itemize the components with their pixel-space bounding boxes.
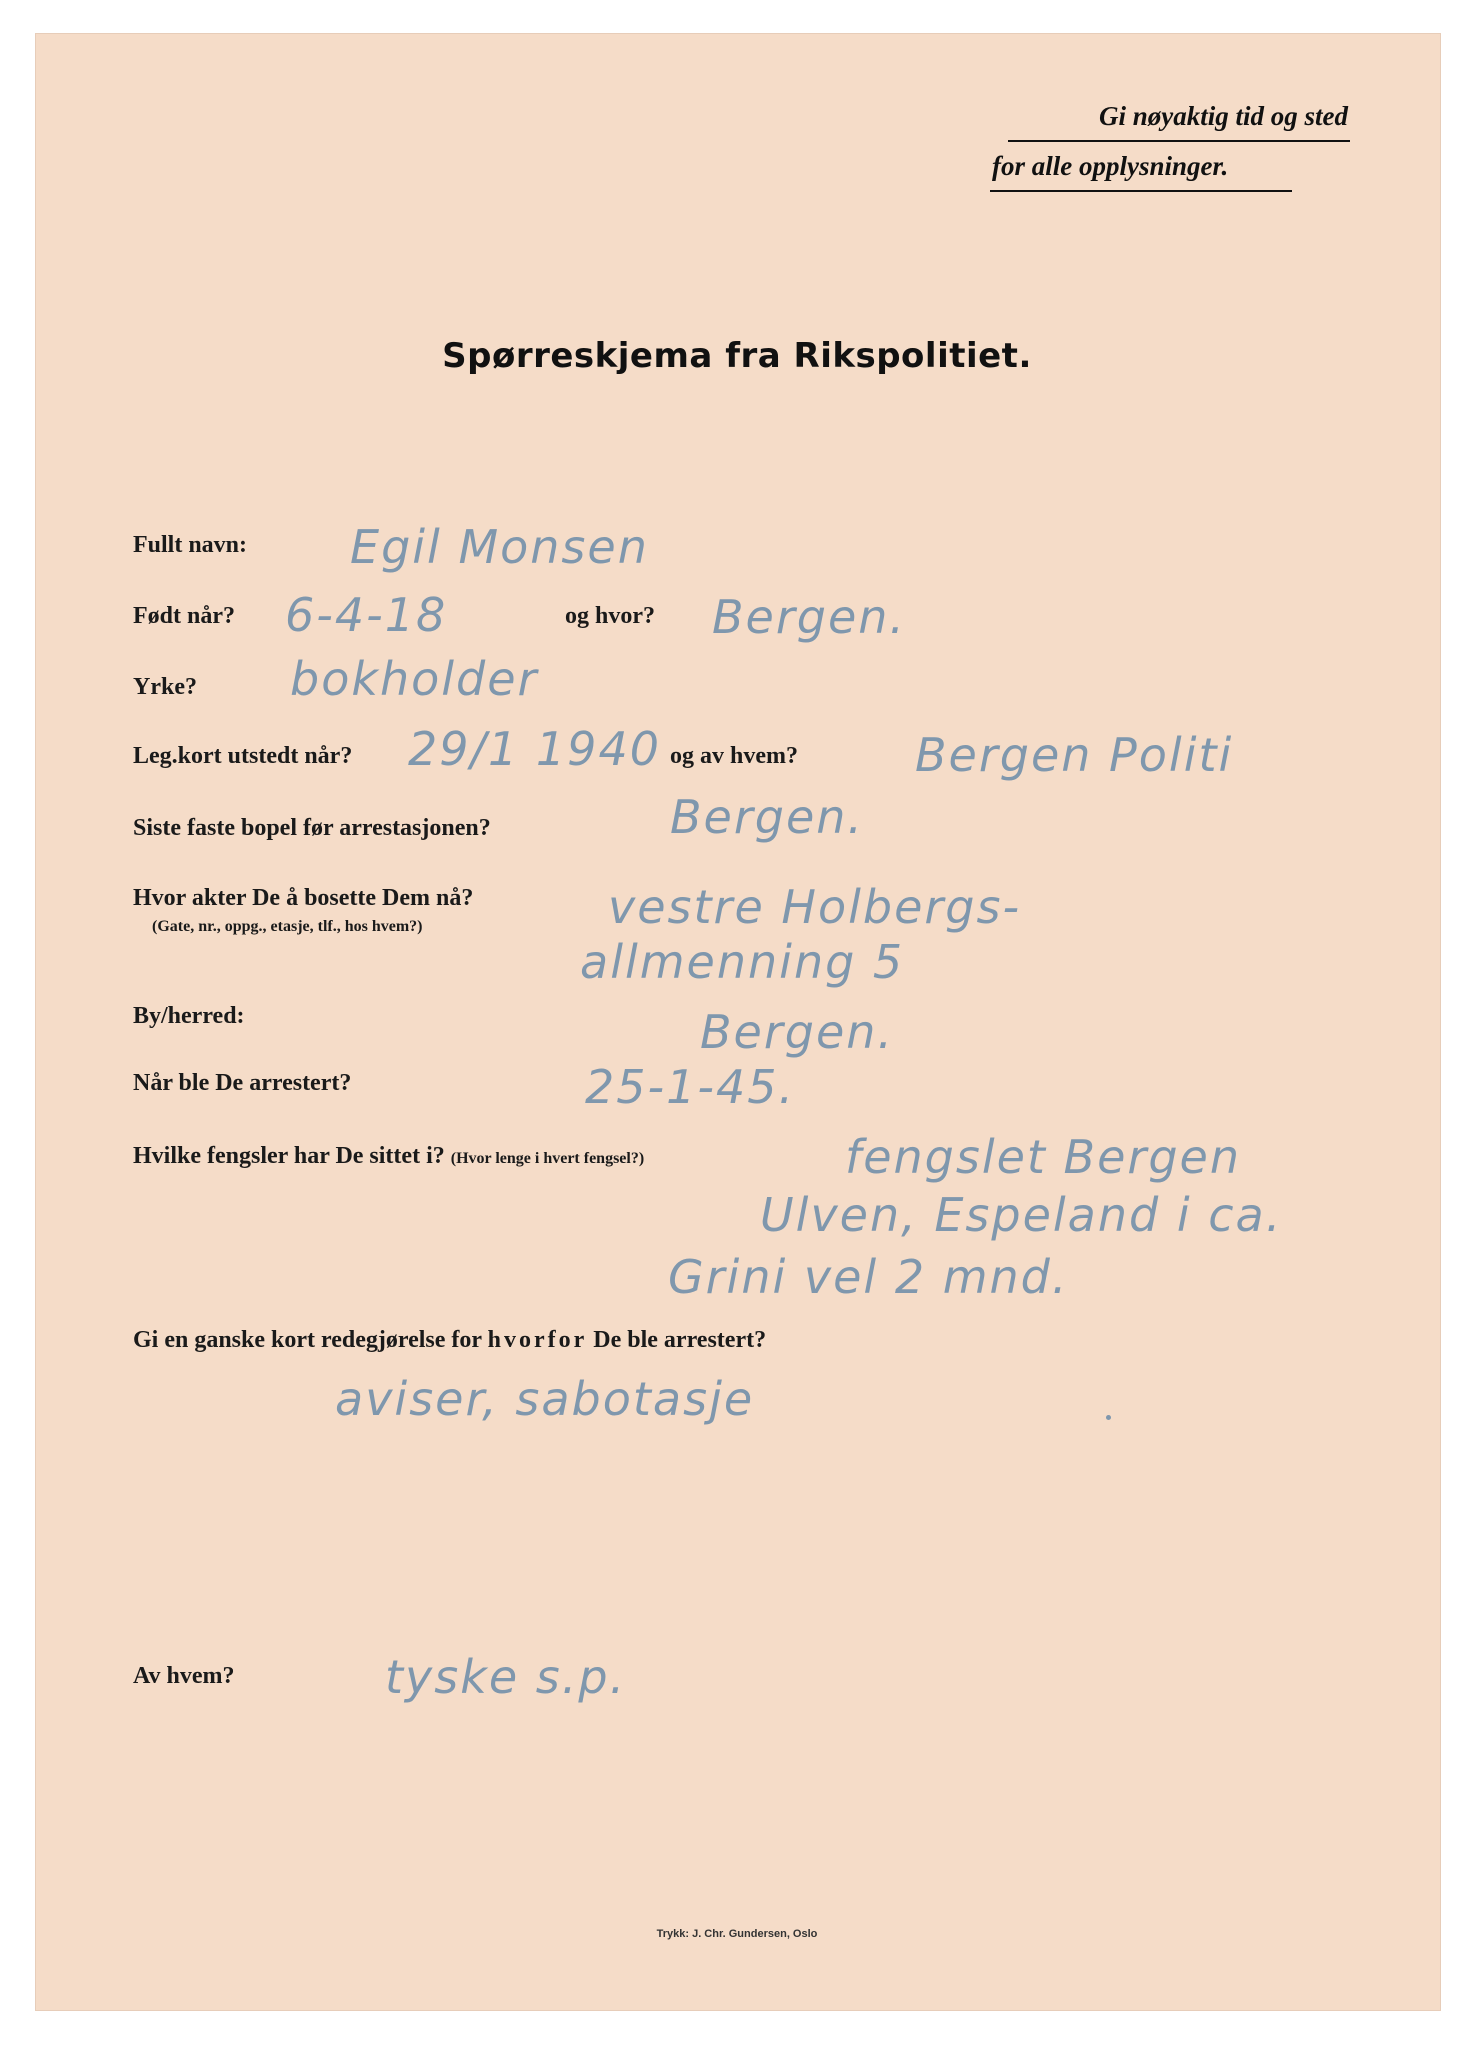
value-prisons-line-3: Grini vel 2 mnd. [668,1250,1069,1304]
value-last-residence: Bergen. [670,790,865,844]
value-born-when: 6-4-18 [285,588,448,642]
label-arrest-reason-emphasis: hvorfor [487,1327,588,1353]
label-born-when: Født når? [133,603,235,629]
label-id-card-issued: Leg.kort utstedt når? [133,743,353,769]
label-prisons-hint: (Hvor lenge i hvert fengsel?) [450,1150,645,1167]
notice-line-1: Gi nøyaktig tid og sted [1008,92,1350,142]
label-id-card-issuer: og av hvem? [670,743,798,769]
label-last-residence: Siste faste bopel før arrestasjonen? [133,815,491,841]
label-prisons [133,1143,644,1170]
value-new-residence-line-2: allmenning 5 [580,935,905,989]
value-arrest-reason: aviser, sabotasje [335,1372,755,1426]
handwritten-period [1106,1415,1111,1420]
label-new-residence-hint: (Gate, nr., oppg., etasje, tlf., hos hvem?) [152,918,423,935]
label-arrest-reason-prefix: Gi en ganske kort redegjørelse for [133,1327,482,1353]
instruction-notice [992,92,1350,192]
label-arrest-reason [133,1327,766,1354]
value-id-card-issued: 29/1 1940 [408,722,661,776]
label-arrest-reason-suffix: De ble arrestert? [593,1327,767,1353]
label-arrest-date: Når ble De arrestert? [133,1070,352,1096]
value-town: Bergen. [700,1005,895,1059]
value-arrested-by: tyske s.p. [385,1650,627,1704]
label-new-residence: Hvor akter De å bosette Dem nå? [133,885,474,911]
label-prisons-text: Hvilke fengsler har De sittet i? [133,1143,445,1169]
value-full-name: Egil Monsen [350,520,649,574]
label-full-name: Fullt navn: [133,532,248,558]
label-town: By/herred: [133,1003,245,1029]
notice-line-2: for alle opplysninger. [990,142,1292,192]
value-id-card-issuer: Bergen Politi [915,728,1234,782]
value-prisons-line-2: Ulven, Espeland i ca. [760,1188,1283,1242]
value-new-residence-line-1: vestre Holbergs- [608,880,1022,934]
value-born-where: Bergen. [712,590,907,644]
label-occupation: Yrke? [133,674,197,700]
form-title: Spørreskjema fra Rikspolitiet. [442,336,1032,376]
value-arrest-date: 25-1-45. [585,1060,796,1114]
printer-imprint: Trykk: J. Chr. Gundersen, Oslo [656,1928,818,1940]
value-prisons-line-1: fengslet Bergen [845,1130,1241,1184]
value-occupation: bokholder [290,652,539,706]
label-born-where: og hvor? [565,603,655,629]
label-arrested-by: Av hvem? [133,1663,235,1689]
